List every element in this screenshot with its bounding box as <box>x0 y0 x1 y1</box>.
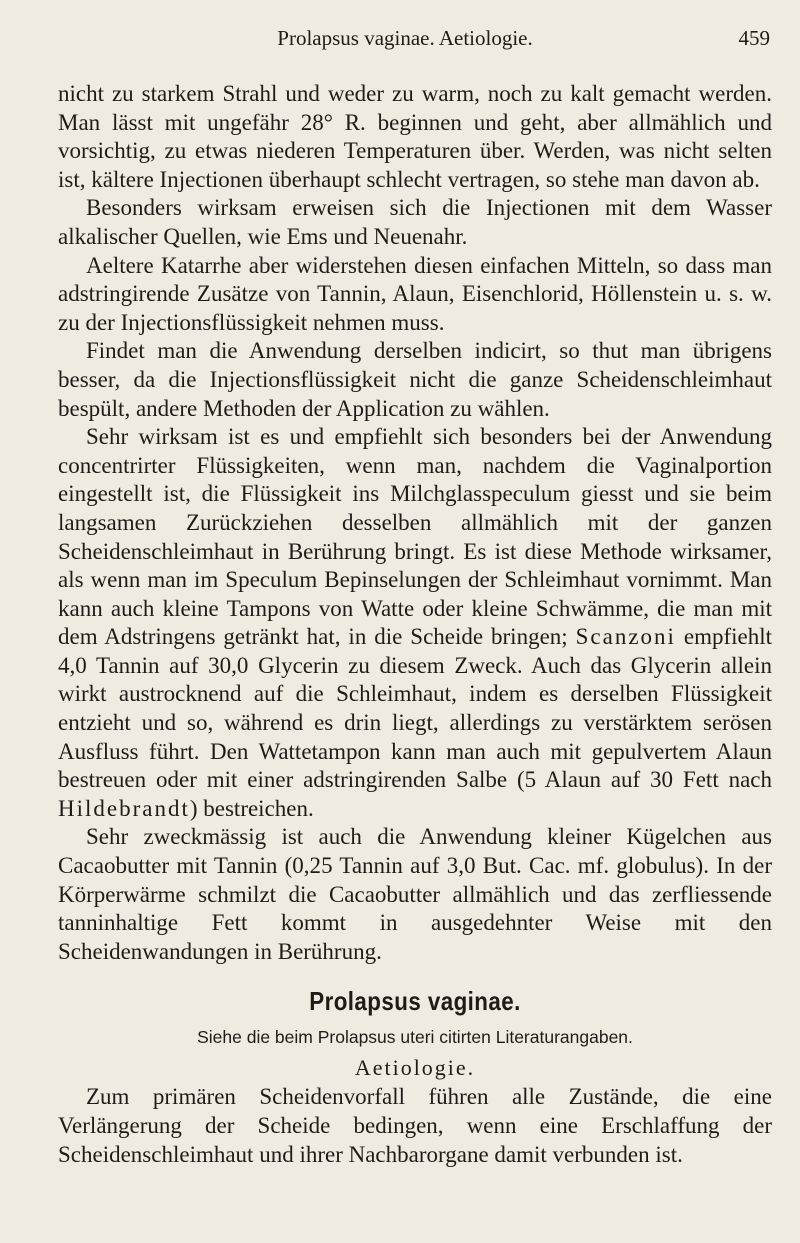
author-name: Scanzoni <box>575 624 676 650</box>
paragraph-aetiology: Zum primären Scheidenvorfall führen alle Zustände, die eine Verlängerung der Scheide bedingen, wenn eine Erschlaffung der Scheidenschleimhaut und ihrer Nachbarorgane damit verbunden ist. <box>58 1084 772 1167</box>
page-number: 459 <box>738 26 770 50</box>
paragraph-application-methods: Findet man die Anwendung derselben indicirt, so thut man übrigens besser, da die Injectionsflüssigkeit nicht die ganze Scheidenschleimhaut bespült, andere Methoden der Application zu wählen. <box>58 338 772 421</box>
paragraph-text: empfiehlt 4,0 Tannin auf 30,0 Glycerin zu diesem Zweck. Auch das Glycerin allein wirkt austrocknend auf die Schleimhaut, indem es derselben Flüssigkeit entzieht und so, während es drin liegt, allerdings zu verstärktem serösen Ausfluss führt. Den Wattetampon kann man auch mit gepulvertem Alaun bestreuen oder mit einer adstringirenden Salbe (5 Alaun auf 30 Fett nach <box>58 624 773 793</box>
section-heading: Prolapsus vaginae. <box>309 986 521 1017</box>
paragraph-text: ) bestreichen. <box>189 795 314 821</box>
paragraph-astringents: Aeltere Katarrhe aber widerstehen diesen einfachen Mitteln, so dass man adstringirende Zusätze von Tannin, Alaun, Eisenchlorid, Höllenstein u. s. w. zu der Injectionsflüssigkeit nehmen muss. <box>58 252 772 335</box>
paragraph-cacao-butter: Sehr zweckmässig ist auch die Anwendung kleiner Kügelchen aus Cacaobutter mit Tannin (0,25 Tannin auf 3,0 But. Cac. mf. globulus). In der Körperwärme schmilzt die Cacaobutter allmählich und das zerfliessende tanninhaltige Fett kommt in ausgedehnter Weise mit den Scheidenwandungen in Berührung. <box>58 824 772 964</box>
paragraph-continuation: nicht zu starkem Strahl und weder zu warm, noch zu kalt gemacht werden. Man lässt mit ungefähr 28° R. beginnen und geht, aber allmählich und vorsichtig, zu etwas niederen Temperaturen über. Werden, was nicht selten ist, kältere Injectionen überhaupt schlecht vertragen, so stehe man davon ab. <box>58 81 772 192</box>
running-title: Prolapsus vaginae. Aetiologie. <box>277 26 533 50</box>
subsection-heading: Aetiologie. <box>354 1055 476 1081</box>
paragraph-alkaline-springs: Besonders wirksam erweisen sich die Injectionen mit dem Wasser alkalischer Quellen, wie Ems und Neuenahr. <box>58 195 772 249</box>
paragraph-speculum-technique <box>58 423 772 823</box>
page-header <box>40 26 770 62</box>
paragraph-text: Sehr wirksam ist es und empfiehlt sich besonders bei der Anwendung concentrirter Flüssigkeiten, wenn man, nachdem die Vaginalportion eingestellt ist, die Flüssigkeit ins Milchglasspeculum giesst und sie beim langsamen Zurückziehen desselben allmählich mit der ganzen Scheidenschleimhaut in Berührung bringt. Es ist diese Methode wirksamer, als wenn man im Speculum Bepinselungen der Schleimhaut vornimmt. Man kann auch kleine Tampons von Watte oder kleine Schwämme, die man mit dem Adstringens getränkt hat, in die Scheide bringen; <box>58 424 772 650</box>
author-name: Hildebrandt <box>58 795 190 821</box>
page-body <box>58 80 772 1169</box>
literature-reference-note: Siehe die beim Prolapsus uteri citirten Literaturangaben. <box>197 1027 633 1048</box>
